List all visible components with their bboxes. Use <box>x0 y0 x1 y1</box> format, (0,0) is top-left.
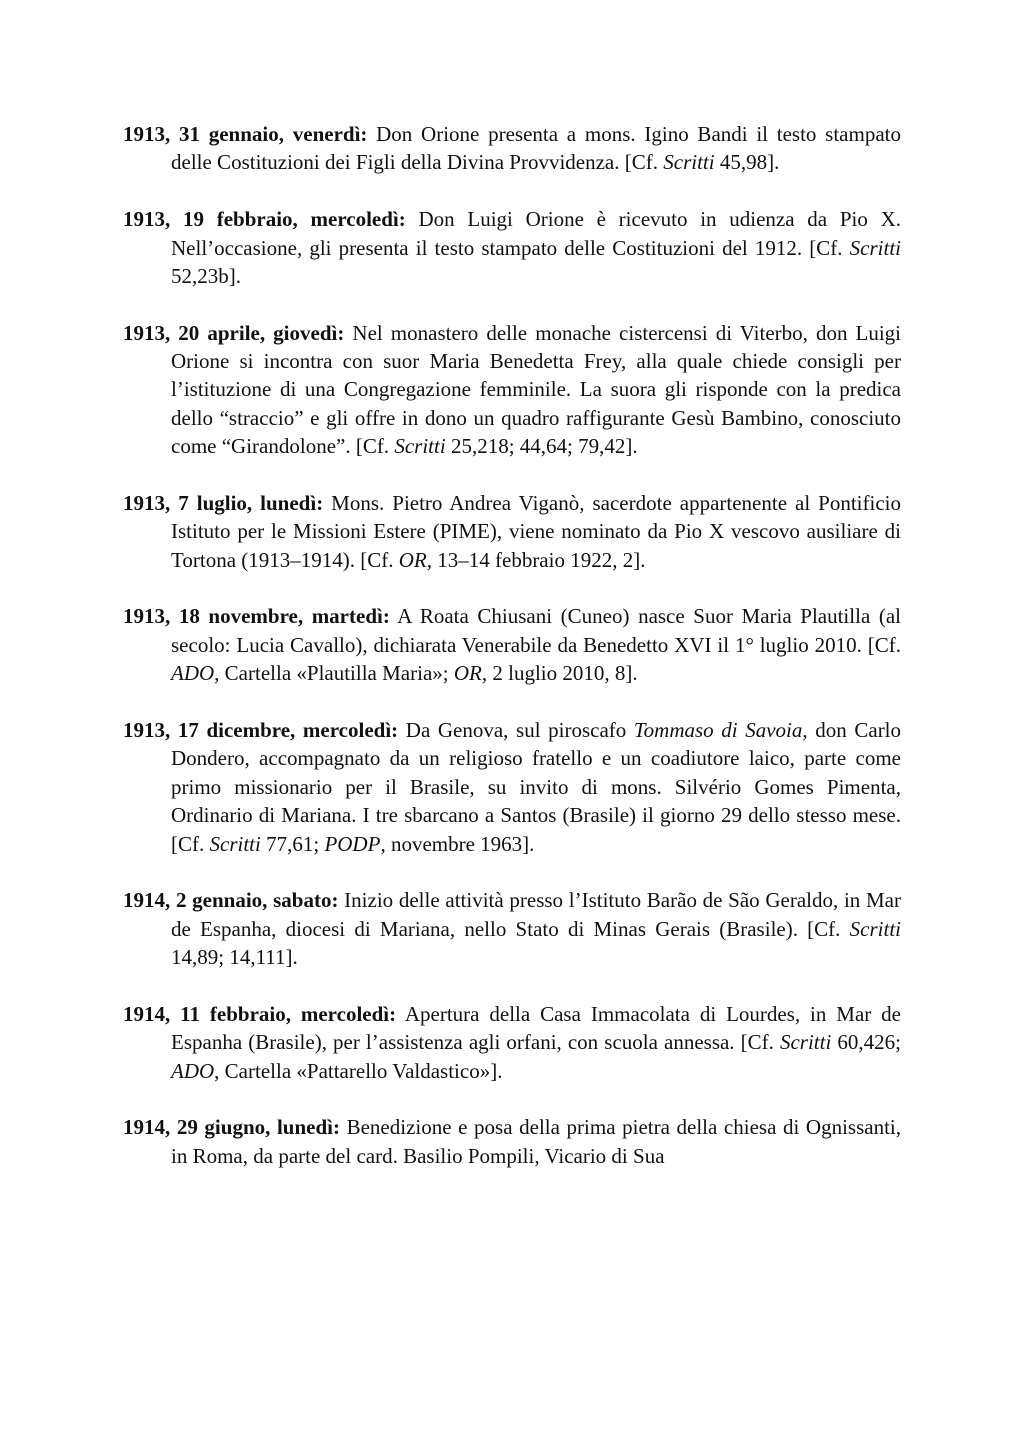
entry-date: 1914, 29 giugno, lunedì: <box>123 1115 340 1140</box>
entry-text: 52,23b]. <box>171 263 241 288</box>
entry-text: , 2 luglio 2010, 8]. <box>481 661 638 686</box>
entry-text: Don Orione presenta a mons. Igino Bandi il testo stampato delle Costituzioni dei Figli della Divina Provvidenza. [Cf. <box>171 122 901 175</box>
document-page <box>123 120 901 1198</box>
entry-date: 1913, 19 febbraio, mercoledì: <box>123 207 406 232</box>
entry-citation-italic: ADO <box>171 1058 215 1083</box>
entry-text: 77,61; <box>260 831 325 856</box>
entry-text: Da Genova, sul piroscafo <box>398 717 634 742</box>
entry-text: A Roata Chiusani (Cuneo) nasce Suor Maria Plautilla (al secolo: Lucia Cavallo), dichiarata Venerabile da Benedetto XVI il 1° luglio 2010. [Cf. <box>171 604 901 657</box>
chronology-entry <box>123 1000 901 1085</box>
chronology-entry <box>123 205 901 290</box>
chronology-entry <box>123 319 901 461</box>
entry-text: , Cartella «Plautilla Maria»; <box>214 661 454 686</box>
entry-text: Nel monastero delle monache cistercensi di Viterbo, don Luigi Orione si incontra con suor Maria Benedetta Frey, alla quale chiede consigli per l’istituzione di una Congregazione femminile. La suora gli risponde con la predica dello “straccio” e gli offre in dono un quadro raffigurante Gesù Bambino, conosciuto come “Girandolone”. [Cf. <box>171 320 902 459</box>
entry-text: Benedizione e posa della prima pietra della chiesa di Ognissanti, in Roma, da parte del card. Basilio Pompili, Vicario di Sua <box>171 1115 901 1168</box>
chronology-entry <box>123 716 901 858</box>
entry-citation-italic: OR <box>453 661 482 686</box>
entry-date: 1913, 18 novembre, martedì: <box>123 604 390 629</box>
chronology-entry <box>123 886 901 971</box>
entry-citation-italic: Scritti <box>394 434 446 459</box>
entry-citation-italic: Scritti <box>209 831 261 856</box>
entry-ship-name-italic: Tommaso di Savoia <box>633 717 803 742</box>
entry-text: 45,98]. <box>714 150 780 175</box>
chronology-entry <box>123 120 901 177</box>
entry-date: 1914, 11 febbraio, mercoledì: <box>123 1001 397 1026</box>
entry-citation-italic: Scritti <box>849 235 901 260</box>
entry-text: 60,426; <box>831 1030 901 1055</box>
entry-text: , 13–14 febbraio 1922, 2]. <box>426 547 646 572</box>
entry-citation-italic: ADO <box>171 661 215 686</box>
chronology-entry <box>123 489 901 574</box>
entry-text: , Cartella «Pattarello Valdastico»]. <box>214 1058 503 1083</box>
entry-text: 25,218; 44,64; 79,42]. <box>445 434 638 459</box>
entry-text: Inizio delle attività presso l’Istituto Barão de São Geraldo, in Mar de Espanha, diocesi di Mariana, nello Stato di Minas Gerais (Brasile). [Cf. <box>171 888 901 941</box>
entry-text: , don Carlo Dondero, accompagnato da un religioso fratello e un coadiutore laico, parte come primo missionario per il Brasile, su invito di mons. Silvério Gomes Pimenta, Ordinario di Mariana. I tre sbarcano a Santos (Brasile) il giorno 29 dello stesso mese. [Cf. <box>171 717 902 856</box>
entry-text: Mons. Pietro Andrea Viganò, sacerdote appartenente al Pontificio Istituto per le Missioni Estere (PIME), viene nominato da Pio X vescovo ausiliare di Tortona (1913–1914). [Cf. <box>171 490 901 572</box>
entry-text: Don Luigi Orione è ricevuto in udienza da Pio X. Nell’occasione, gli presenta il testo stampato delle Costituzioni del 1912. [Cf. <box>171 207 901 260</box>
chronology-entry <box>123 1113 901 1170</box>
entry-date: 1913, 17 dicembre, mercoledì: <box>123 717 399 742</box>
entry-date: 1914, 2 gennaio, sabato: <box>123 888 339 913</box>
entry-text: Apertura della Casa Immacolata di Lourdes, in Mar de Espanha (Brasile), per l’assistenza agli orfani, con scuola annessa. [Cf. <box>171 1001 901 1055</box>
entry-date: 1913, 20 aprile, giovedì: <box>123 320 345 345</box>
entry-text: , novembre 1963]. <box>380 831 535 856</box>
entry-citation-italic: Scritti <box>779 1030 832 1055</box>
entry-citation-italic: OR <box>398 547 427 572</box>
entry-date: 1913, 7 luglio, lunedì: <box>123 490 324 515</box>
entry-date: 1913, 31 gennaio, venerdì: <box>123 122 368 146</box>
entry-text: 14,89; 14,111]. <box>171 945 298 970</box>
chronology-entry <box>123 602 901 687</box>
entry-citation-italic: Scritti <box>663 150 715 175</box>
entry-citation-italic: PODP <box>324 831 381 856</box>
entry-citation-italic: Scritti <box>849 916 901 941</box>
